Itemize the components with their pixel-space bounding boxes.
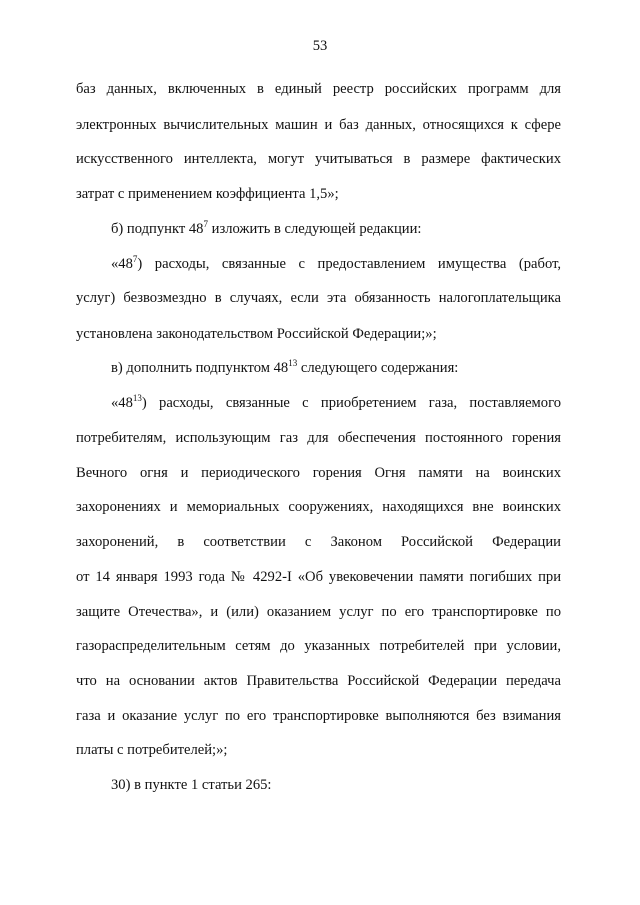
text-line: газораспределительным сетям до указанных потребителей при условии, — [76, 638, 561, 654]
text-line: услуг) безвозмездно в случаях, если эта обязанность налогоплательщика — [76, 290, 561, 306]
text-line: баз данных, включенных в единый реестр российских программ для — [76, 81, 561, 97]
text-line: искусственного интеллекта, могут учитываться в размере фактических — [76, 151, 561, 167]
text-line: установлена законодательством Российской Федерации;»; — [76, 326, 437, 342]
superscript: 7 — [203, 219, 208, 229]
text-fragment: ) расходы, связанные с приобретением газа, поставляемого — [141, 395, 561, 411]
text-line — [111, 394, 561, 412]
text-fragment: изложить в следующей редакции: — [207, 221, 422, 237]
text-line: потребителям, использующим газ для обеспечения постоянного горения — [76, 430, 561, 446]
text-line — [111, 255, 561, 273]
superscript: 7 — [132, 254, 138, 264]
text-fragment: б) подпункт 48 — [111, 221, 204, 237]
text-line: защите Отечества», и (или) оказанием услуг по его транспортировке по — [76, 604, 561, 620]
superscript: 13 — [288, 358, 298, 368]
text-fragment: «48 — [111, 395, 133, 411]
text-line: Вечного огня и периодического горения Огня памяти на воинских — [76, 465, 561, 481]
text-line: 30) в пункте 1 статьи 265: — [111, 777, 272, 793]
text-line: платы с потребителей;»; — [76, 742, 228, 758]
text-line: газа и оказание услуг по его транспортировке выполняются без взимания — [76, 708, 561, 724]
text-line — [111, 359, 561, 377]
text-line: электронных вычислительных машин и баз данных, относящихся к сфере — [76, 117, 561, 133]
text-fragment: ) расходы, связанные с предоставлением имущества (работ, — [137, 256, 561, 272]
text-line: от 14 января 1993 года № 4292-I «Об увековечении памяти погибших при — [76, 569, 561, 585]
text-fragment: в) дополнить подпунктом 48 — [111, 360, 289, 376]
text-line: затрат с применением коэффициента 1,5»; — [76, 186, 339, 202]
text-fragment: следующего содержания: — [297, 360, 459, 376]
text-line: захоронений, в соответствии с Законом Российской Федерации — [76, 534, 561, 550]
text-line: что на основании актов Правительства Российской Федерации передача — [76, 673, 561, 689]
text-line: захоронениях и мемориальных сооружениях, находящихся вне воинских — [76, 499, 561, 515]
text-line — [111, 220, 561, 238]
text-fragment: «48 — [111, 256, 133, 272]
superscript: 13 — [132, 393, 142, 403]
page-number: 53 — [312, 38, 328, 54]
